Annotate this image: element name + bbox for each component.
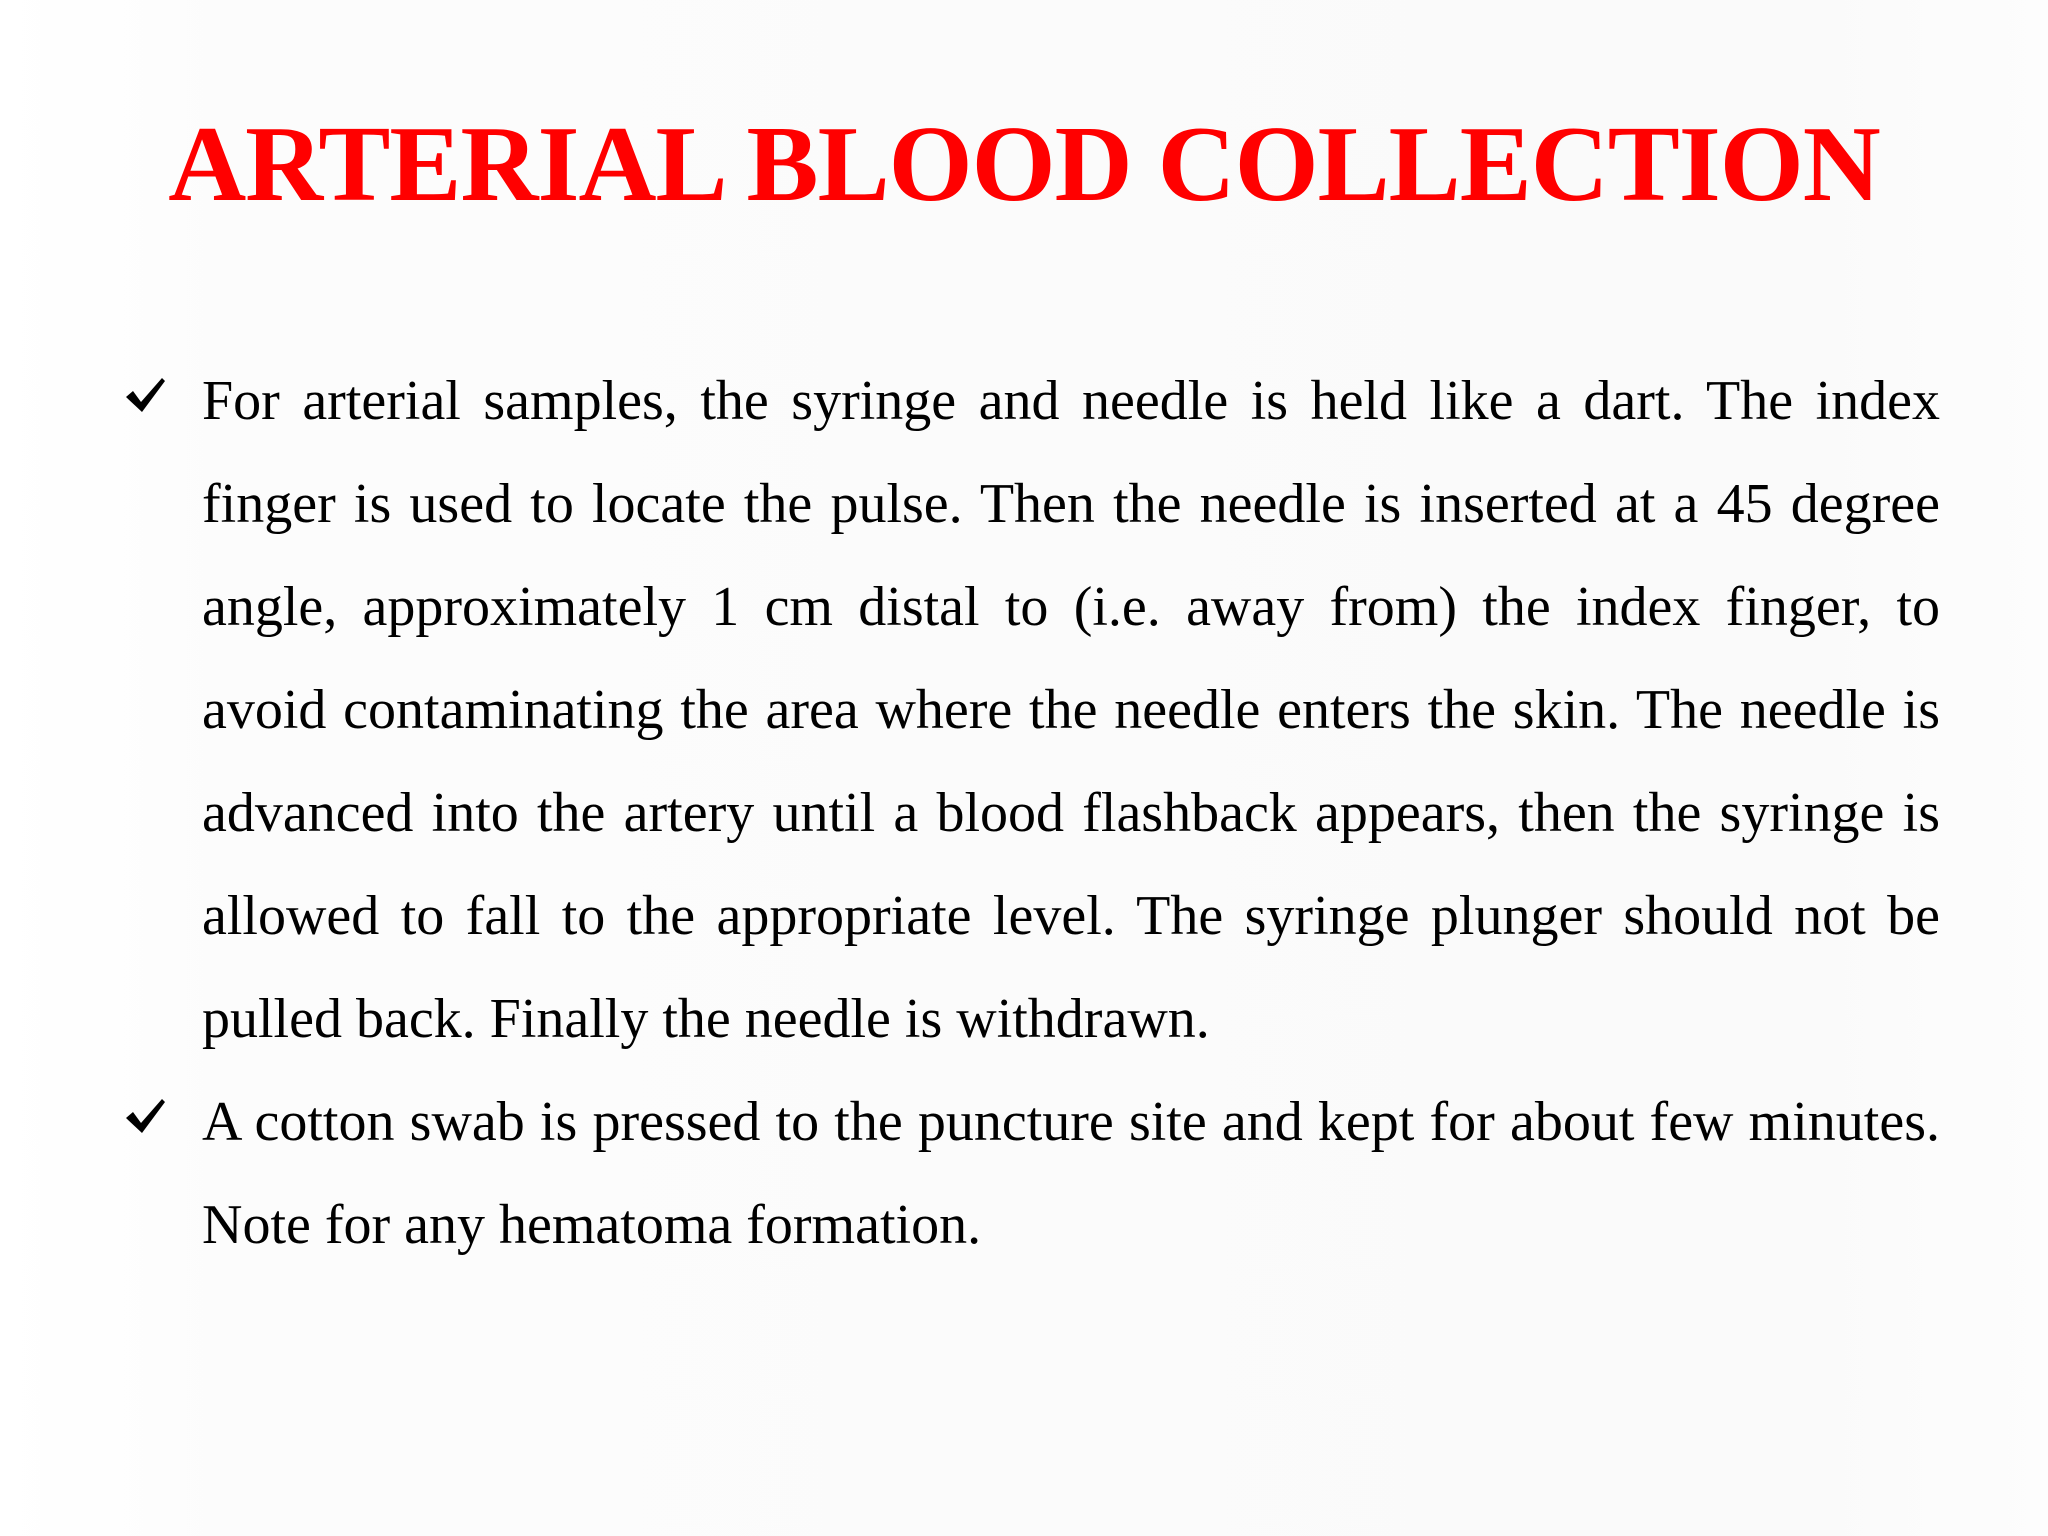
bullet-item [120,1071,1940,1277]
bullet-item [120,350,1940,1071]
slide-title: ARTERIAL BLOOD COLLECTION [168,105,1880,224]
bullet-text: For arterial samples, the syringe and needle is held like a dart. The index finger is used to locate the pulse. Then the needle is inserted at a 45 degree angle, approximately 1 cm distal to (i.e. away from) the index finger, to avoid contaminating the area where the needle enters the skin. The needle is advanced into the artery until a blood flashback appears, then the syringe is allowed to fall to the appropriate level. The syringe plunger should not be pulled back. Finally the needle is withdrawn. [202,370,1940,1050]
check-mark-icon [122,372,168,418]
bullet-text: A cotton swab is pressed to the puncture site and kept for about few minutes. Note for any hematoma formation. [202,1091,1940,1256]
bullet-list [120,350,1940,1277]
check-mark-icon [122,1093,168,1139]
